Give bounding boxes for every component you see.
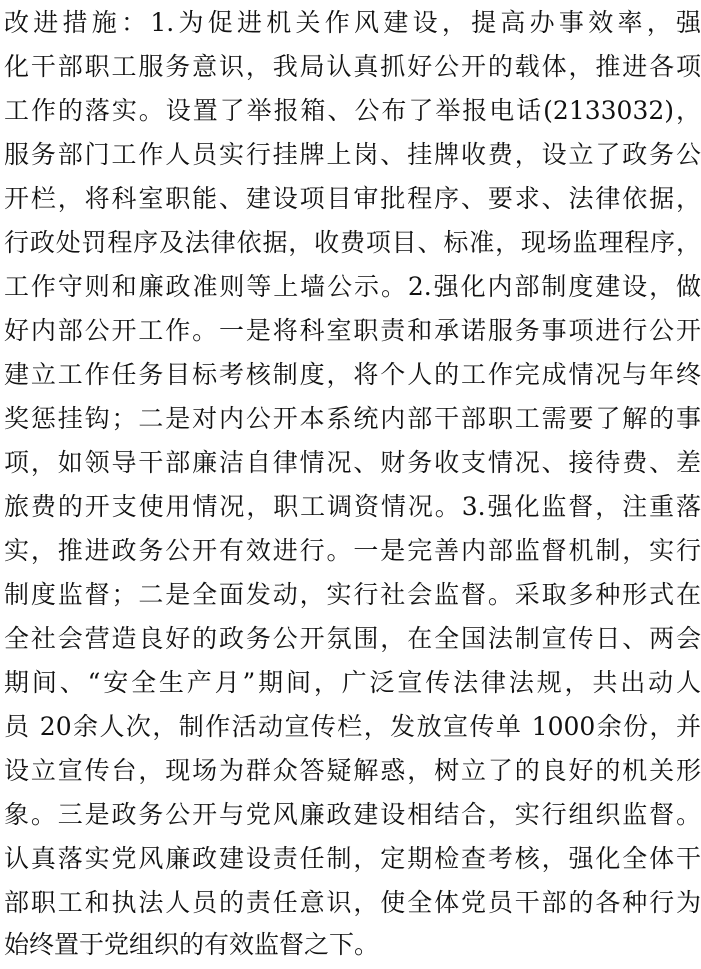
paragraph-line: 制度监督；二是全面发动，实行社会监督。采取多种形式在	[4, 580, 701, 609]
paragraph-line: 期间、“安全生产月”期间，广泛宣传法律法规，共出动人	[4, 668, 701, 697]
paragraph-line: 奖惩挂钩；二是对内公开本系统内部干部职工需要了解的事	[4, 404, 701, 433]
paragraph-line: 部职工和执法人员的责任意识，使全体党员干部的各种行为	[4, 888, 701, 917]
paragraph-line: 旅费的开支使用情况，职工调资情况。3.强化监督，注重落	[4, 492, 701, 521]
paragraph-line: 认真落实党风廉政建设责任制，定期检查考核，强化全体干	[4, 844, 701, 873]
paragraph-line: 工作守则和廉政准则等上墙公示。2.强化内部制度建设，做	[4, 272, 701, 301]
paragraph-line: 工作的落实。设置了举报箱、公布了举报电话(2133032)，	[4, 96, 701, 125]
paragraph-line: 好内部公开工作。一是将科室职责和承诺服务事项进行公开	[4, 316, 701, 345]
paragraph-line: 设立宣传台，现场为群众答疑解惑，树立了的良好的机关形	[4, 756, 701, 785]
paragraph-line: 实，推进政务公开有效进行。一是完善内部监督机制，实行	[4, 536, 701, 565]
paragraph-line: 开栏，将科室职能、建设项目审批程序、要求、法律依据，	[4, 184, 701, 213]
paragraph-line: 象。三是政务公开与党风廉政建设相结合，实行组织监督。	[4, 800, 701, 829]
paragraph-line: 化干部职工服务意识，我局认真抓好公开的载体，推进各项	[4, 52, 701, 81]
paragraph-line: 项，如领导干部廉洁自律情况、财务收支情况、接待费、差	[4, 448, 701, 477]
paragraph-line: 改进措施：1.为促进机关作风建设，提高办事效率，强	[4, 8, 701, 37]
paragraph-line: 行政处罚程序及法律依据，收费项目、标准，现场监理程序，	[4, 228, 701, 257]
paragraph-line: 员 20余人次，制作活动宣传栏，发放宣传单 1000余份，并	[4, 712, 701, 741]
paragraph-line: 建立工作任务目标考核制度，将个人的工作完成情况与年终	[4, 360, 701, 389]
paragraph-line: 服务部门工作人员实行挂牌上岗、挂牌收费，设立了政务公	[4, 140, 701, 169]
paragraph-line: 始终置于党组织的有效监督之下。	[4, 930, 380, 959]
paragraph-line: 全社会营造良好的政务公开氛围，在全国法制宣传日、两会	[4, 624, 701, 653]
